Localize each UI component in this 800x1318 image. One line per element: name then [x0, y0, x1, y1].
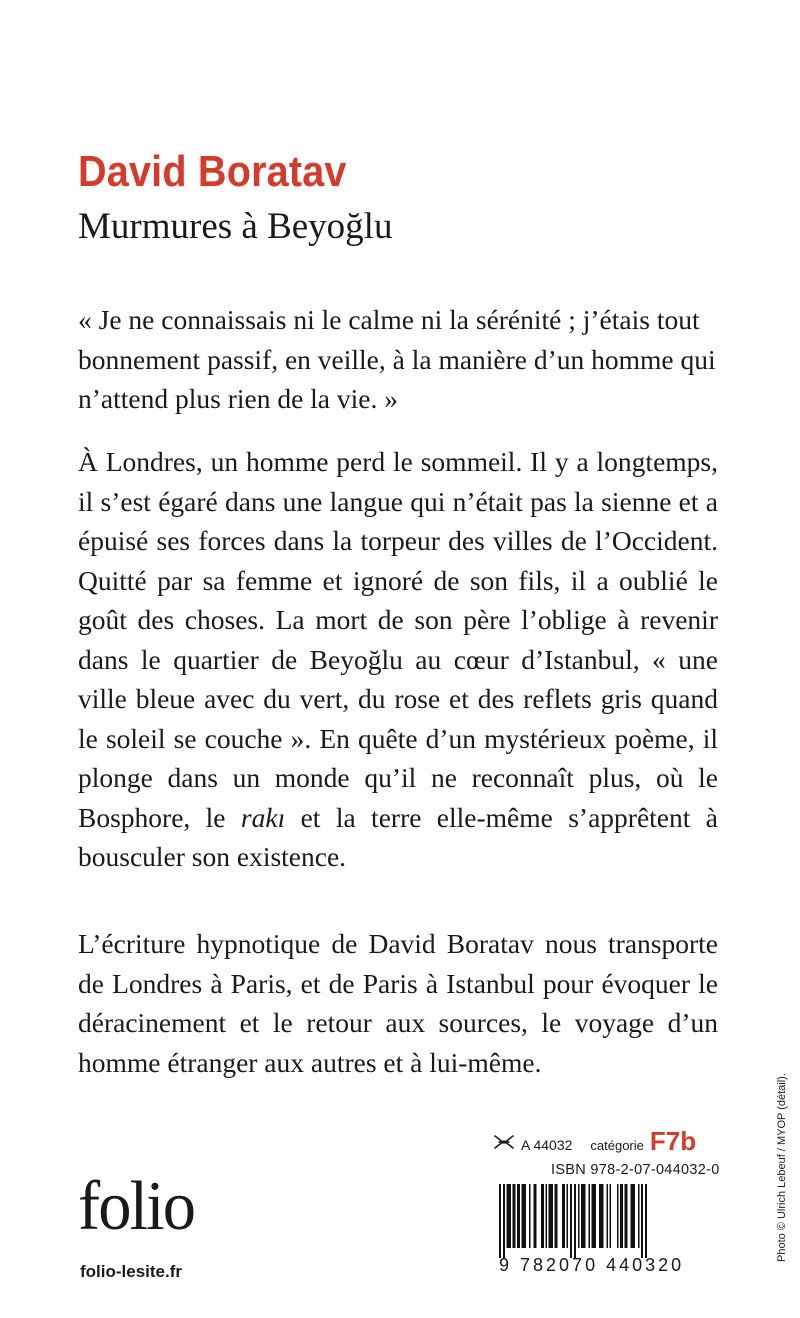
barcode-bar: [503, 1184, 505, 1258]
barcode-bar: [611, 1184, 617, 1248]
barcode-bar: [562, 1184, 565, 1248]
barcode-bar: [631, 1184, 636, 1248]
catalog-code: A 44032: [521, 1137, 573, 1153]
barcode-bar: [570, 1184, 572, 1258]
barcode-bar: [505, 1184, 507, 1248]
barcode-bar: [541, 1184, 544, 1248]
barcode-bar: [574, 1184, 576, 1258]
barcode-bar: [555, 1184, 558, 1248]
gallimard-mark-icon: [493, 1134, 515, 1150]
barcode-bar: [513, 1184, 516, 1248]
synopsis-text-start: À Londres, un homme perd le sommeil. Il y a longtemps, il s’est égaré dans une langue qui n’était pas la sienne et a épuisé ses forces dans la torpeur des villes de l’Occident. Quitté par sa femme et ignoré de son fils, il a oublié le goût des choses. La mort de son père l’oblige à revenir dans le quartier de Beyoğlu au cœur d’Istanbul, « une ville bleue avec du vert, du rose et des reflets gris quand le soleil se couche ». En quête d’un mystérieux poème, il plonge dans un monde qu’il ne reconnaît plus, où le Bosphore, le: [78, 446, 718, 833]
barcode-block: [493, 1128, 723, 1274]
barcode-bar: [520, 1184, 522, 1248]
barcode-bar: [531, 1184, 534, 1248]
barcode-bar: [578, 1184, 580, 1248]
barcode-bar: [599, 1184, 604, 1248]
barcode-bar: [567, 1184, 569, 1248]
barcode-bar: [619, 1184, 621, 1248]
barcode-bar: [638, 1184, 640, 1248]
barcode-bar: [586, 1184, 589, 1248]
catalog-row: [493, 1128, 723, 1156]
category-label: catégorie: [590, 1138, 644, 1153]
barcode-bar: [645, 1184, 647, 1258]
barcode-bar: [522, 1184, 527, 1248]
barcode-bar: [547, 1184, 549, 1248]
barcode-bar: [537, 1184, 542, 1248]
barcode-bar: [572, 1184, 574, 1258]
barcode-bar: [558, 1184, 563, 1248]
barcode-bar: [576, 1184, 578, 1258]
barcode-bar: [628, 1184, 631, 1248]
barcode-bar: [501, 1184, 503, 1258]
barcode-bar: [507, 1184, 512, 1248]
barcode-bar: [568, 1184, 570, 1258]
barcode-bar: [580, 1184, 582, 1248]
category-value: F7b: [649, 1126, 697, 1156]
book-title: Murmures à Beyoğlu: [78, 206, 393, 247]
barcode-bar: [581, 1184, 586, 1248]
barcode-bar: [534, 1184, 537, 1248]
barcode-bar: [596, 1184, 599, 1248]
barcode-bar: [499, 1184, 501, 1258]
barcode-bar: [604, 1184, 607, 1248]
author-name: David Boratav: [78, 147, 347, 196]
barcode-bar: [607, 1184, 609, 1248]
barcode-icon: [493, 1184, 723, 1258]
barcode-bar: [640, 1184, 642, 1248]
barcode-bar: [617, 1184, 619, 1248]
barcode-bar: [610, 1184, 612, 1248]
barcode-bar: [635, 1184, 638, 1248]
barcode-bar: [643, 1184, 645, 1258]
barcode-bar: [592, 1184, 597, 1248]
barcode-bar: [565, 1184, 567, 1248]
barcode-bar: [549, 1184, 554, 1248]
barcode-bar: [516, 1184, 518, 1248]
barcode-bar: [623, 1184, 625, 1248]
closing-paragraph: L’écriture hypnotique de David Boratav nous transporte de Londres à Paris, et de Paris à Istanbul pour évoquer le déracinement et le retour aux sources, le voyage d’un homme étranger aux autres et à lui-même.: [78, 928, 718, 1078]
barcode-bar: [625, 1184, 628, 1248]
photo-credit: Photo © Ulrich Lebeuf / MYOP (détail).: [776, 1073, 788, 1262]
epigraph-quote: « Je ne connaissais ni le calme ni la sérénité ; j’étais tout bonnement passif, en veille, à la manière d’un homme qui n’attend plus rien de la vie. »: [78, 304, 716, 414]
publisher-website: folio-lesite.fr: [80, 1262, 183, 1281]
barcode-bar: [546, 1184, 548, 1248]
folio-logo: folio: [78, 1168, 195, 1245]
barcode-bar: [608, 1184, 610, 1248]
barcode-bar: [553, 1184, 555, 1248]
barcode-bar: [544, 1184, 546, 1248]
barcode-bar: [589, 1184, 591, 1248]
barcode-bar: [511, 1184, 513, 1248]
barcode-digits: 9 782070 440320: [499, 1255, 685, 1275]
barcode-bar: [620, 1184, 623, 1248]
barcode-bar: [529, 1184, 531, 1248]
synopsis-paragraph: [78, 442, 718, 877]
barcode-bar: [526, 1184, 529, 1248]
barcode-bar: [517, 1184, 520, 1248]
barcode-bar: [641, 1184, 643, 1258]
synopsis-text-end: et la terre elle-même s’apprêtent à bousculer son existence.: [78, 801, 718, 872]
barcode-bar: [590, 1184, 592, 1248]
synopsis-italic-word: rakı: [240, 801, 286, 833]
isbn: ISBN 978-2-07-044032-0: [551, 1162, 720, 1178]
